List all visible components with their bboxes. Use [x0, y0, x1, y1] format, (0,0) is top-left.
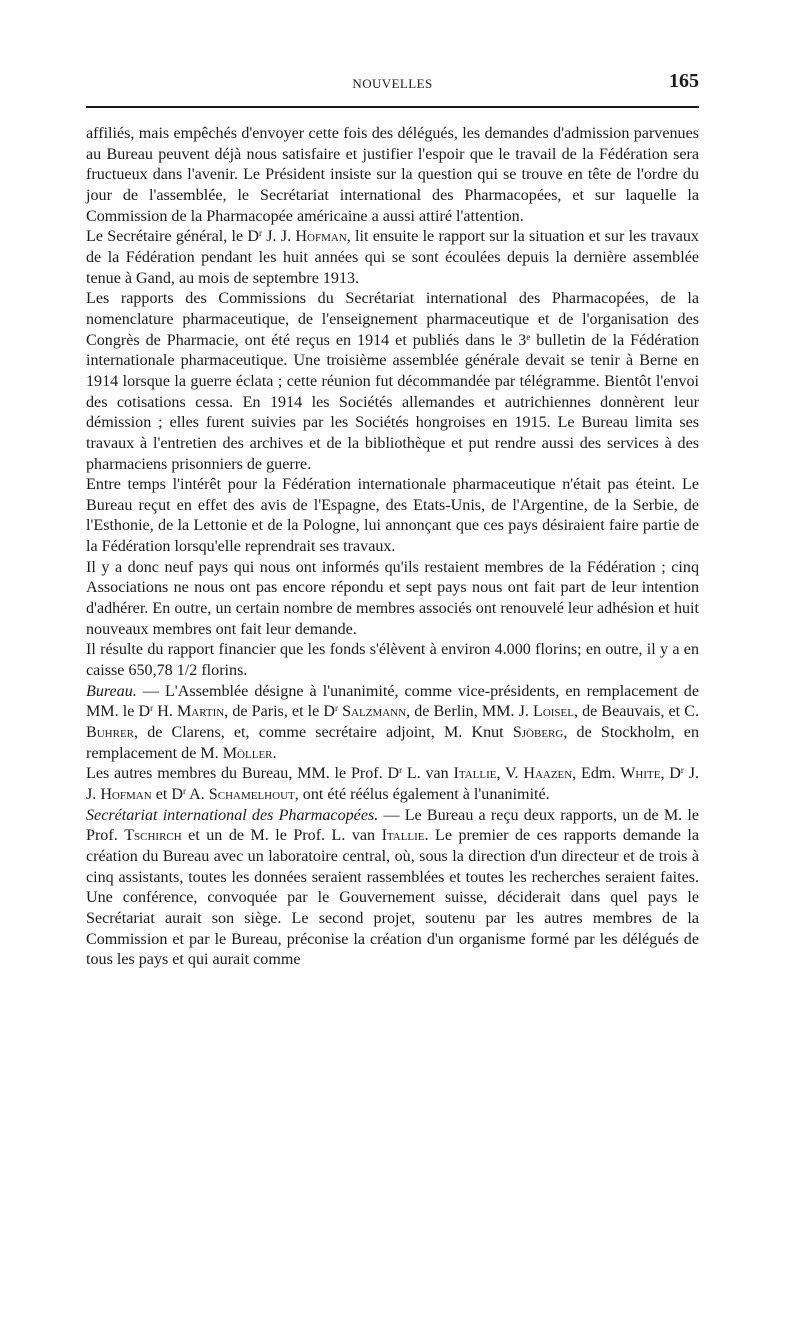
person-name: Hofman	[295, 228, 347, 246]
section-label: Bureau.	[86, 682, 137, 700]
person-name: Sjöberg	[512, 724, 564, 742]
person-name: Itallie	[381, 827, 425, 845]
paragraph-4: Entre temps l'intérêt pour la Fédération internationale pharmaceutique n'était pas éteint. Le Bureau reçut en effet des avis de l'Espagne, des Etats-Unis, de l'Argentine, de la Serbie, de l'Esthonie, de la Lettonie et de la Pologne, lui annonçant que ces pays désiraient faire partie de la Fédération lorsqu'elle reprendrait ses travaux.	[86, 476, 699, 556]
person-name: Haazen	[523, 765, 573, 783]
paragraph-7: Bureau. — L'Assemblée désigne à l'unanimité, comme vice-présidents, en remplacement de MM. le $D^r$ H. Martin, de Paris, et le $D^r$ Salzmann, de Berlin, MM. J. Loisel, de Beauvais, et C. Buhrer, de Clarens, et, comme secrétaire adjoint, M. Knut Sjöberg, de Stockholm, en remplacement de M. Möller.	[86, 682, 699, 762]
section-label: Secrétariat international des Pharmacopées.	[86, 806, 379, 824]
person-name: Itallie	[453, 765, 497, 783]
paragraph-1: affiliés, mais empêchés d'envoyer cette fois des délégués, les demandes d'admission parvenues au Bureau peuvent déjà nous satisfaire et justifier l'espoir que le travail de la Fédération sera fructueux dans l'avenir. Le Président insiste sur la question qui se trouve en tête de l'ordre du jour de l'assemblée, le Secrétariat international des Pharmacopées, et sur laquelle la Commission de la Pharmacopée américaine a aussi attiré l'attention.	[86, 125, 699, 225]
paragraph-2: Le Secrétaire général, le $D^r$ J. J. Hofman, lit ensuite le rapport sur la situation et sur les travaux de la Fédération pendant les huit années qui se sont écoulées depuis la dernière assemblée tenue à Gand, au mois de septembre 1913.	[86, 228, 699, 287]
person-name: Hofman	[100, 786, 152, 803]
person-name: Tschirch	[124, 827, 182, 845]
body-text	[86, 124, 699, 971]
person-name: Salzmann	[342, 703, 407, 721]
running-head	[86, 70, 699, 100]
paragraph-6: Il résulte du rapport financier que les fonds s'élèvent à environ 4.000 florins; en outre, il y a en caisse 650,78 1/2 florins.	[86, 641, 699, 680]
person-name: Buhrer	[86, 724, 135, 742]
person-name: Loisel	[532, 703, 574, 721]
paragraph-9: Secrétariat international des Pharmacopées. — Le Bureau a reçu deux rapports, un de M. le Prof. Tschirch et un de M. le Prof. L. van Itallie. Le premier de ces rapports demande la création du Bureau avec un laboratoire central, où, sous la direction d'un directeur et de trois à cinq assistants, toutes les données seraient rassemblées et toutes les recherches seraient faites. Une conférence, convoquée par le Gouvernement suisse, déciderait dans quel pays le Secrétariat aurait son siège. Le second projet, soutenu par les autres membres de la Commission et par le Bureau, préconise la création d'un organisme formé par les délégués de tous les pays et qui aurait comme	[86, 806, 699, 969]
header-rule	[86, 106, 699, 108]
paragraph-3: Les rapports des Commissions du Secrétariat international des Pharmacopées, de la nomenclature pharmaceutique, de l'enseignement pharmaceutique et de l'organisation des Congrès de Pharmacie, ont été reçus en 1914 et publiés dans le 3e bulletin de la Fédération internationale pharmaceutique. Une troisième assemblée générale devait se tenir à Berne en 1914 lorsque la guerre éclata ; cette réunion fut décommandée par télégramme. Bientôt l'envoi des cotisations cessa. En 1914 les Sociétés allemandes et autrichiennes donnèrent leur démission ; elles furent suivies par les Sociétés hongroises en 1915. Le Bureau limita ses travaux à l'entretien des archives et de la bibliothèque et put rendre aussi des services à des pharmaciens prisonniers de guerre.	[86, 290, 699, 473]
person-name: Martin	[176, 703, 225, 721]
person-name: Schamelhout	[208, 786, 295, 803]
person-name: Möller	[222, 744, 273, 762]
paragraph-8: Les autres membres du Bureau, MM. le Prof. $D^r$ L. van Itallie, V. Haazen, Edm. White, $D^r$ J. J. Hofman et $D^r$ A. Schamelhout, ont été réélus également à l'unanimité.	[86, 765, 699, 803]
person-name: White	[620, 765, 661, 783]
running-title: NOUVELLES	[352, 76, 433, 91]
paragraph-5: Il y a donc neuf pays qui nous ont informés qu'ils restaient membres de la Fédération ; cinq Associations ne nous ont pas encore répondu et sept pays nous ont fait part de leur intention d'adhérer. En outre, un certain nombre de membres associés ont renouvelé leur adhésion et huit nouveaux membres ont fait leur demande.	[86, 558, 699, 638]
page-number: 165	[669, 70, 699, 92]
